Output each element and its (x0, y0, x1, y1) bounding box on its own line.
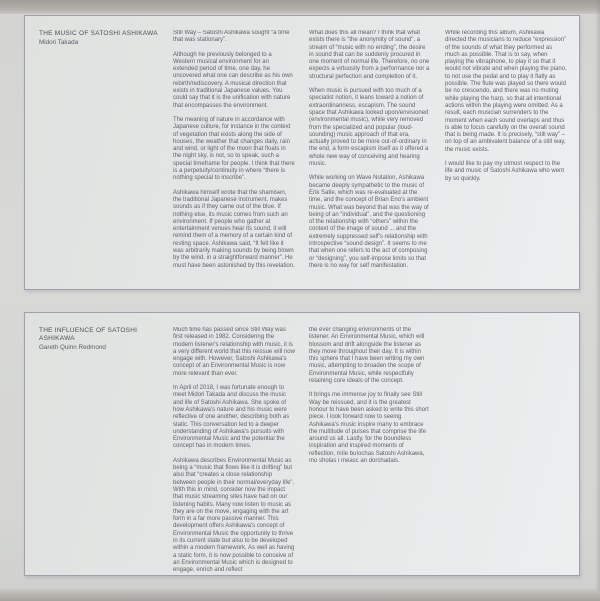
paragraph: I would like to pay my utmost respect to the life and music of Satoshi Ashikawa who went by so quickly. (445, 161, 565, 182)
paragraph: It brings me immense joy to finally see Still Way be reissued, and it is the greatest honour to have been asked to write this short piece. I look forward now to seeing Ashikawa's music inspire many to embrace the multitude of pulses that comprise the life around us all. Lastly, for the boundless inspiration and inspired moments of reflection, míle buíochas Satoshi Ashikawa, mo sholas i measc an dorchadais. (309, 392, 429, 465)
paragraph: Still Way – Satoshi Ashikawa sought “a time that was stationary”. (173, 30, 290, 44)
paragraph: In April of 2018, I was fortunate enough to meet Midori Takada and discuss the music and life of Satoshi Ashikawa. She spoke of how Ashikawa's nature and his music were reflective of one another, describing both as static. This conversation led to a deeper understanding of Ashikawa's pursuits with Environmental Music and the potential the concept has in modern times. (173, 385, 290, 450)
panel-author: Gareth Quinn Redmond (39, 344, 106, 351)
paragraph: While working on Wave Notation, Ashikawa became deeply sympathetic to the music of Erik Satie, which was re-evaluated at the time, and the concept of Brian Eno's ambient music. What was beyond that was the way of being of an “individual”, and the questioning of the relationship with “others” within the context of the image of sound ... and the extremely suppressed self's relationship with introspective “sound design”. It seems to me that when one refers to the act of composing or “designing”, you self-impose limits so that there is no way for self manifestation. (309, 175, 429, 269)
paragraph: What does this all mean? I think that what exists there is “the anonymity of sound”, a stream of “music with no ending”, the desire in sound that can be suddenly procured in one moment of normal life. Therefore, no one expects a virtuosity from a performance nor a structural perfection and completion of it. (309, 30, 430, 80)
paragraph: the ever changing environments of the listener. An Environmental Music, which will blossom and drift alongside the listener as they move throughout their day. It is within this sphere that I have been writing my own music, attempting to broaden the scope of Environmental Music, while respectfully retaining core ideals of the concept. (309, 327, 425, 385)
panel-author: Midori Takada (39, 39, 79, 46)
paragraph: Much time has passed since Still Way was first released in 1982. Considering the modern listener's relationship with music, it is a very different world that this reissue will now engage with. However, Satoshi Ashikawa's concept of an Environmental Music is now more relevant than ever. (173, 327, 295, 377)
panel-music-of-satoshi-ashikawa (24, 15, 580, 290)
panel-influence-of-satoshi-ashikawa (24, 312, 580, 576)
photo-top-edge-shadow (0, 0, 600, 14)
paragraph: Although he previously belonged to a Western musical environment for an extended period of time, one day, he uncovered what one can describe as his own rebirth/rediscovery. A musical direction that exists in traditional Japanese values. You could say that it is the unification with nature that encompasses the environment. (173, 51, 293, 109)
text-column-3 (445, 327, 567, 575)
photo-bottom-edge-shadow (0, 587, 600, 601)
paragraph: The meaning of nature in accordance with Japanese culture, for instance in the context of vegetation that exists along the side of houses, the weather that changes daily, rain and wind, or light of the moon that floats in the night sky, is not, so to speak, such a special timeframe for people. I think that there is a perpetuity/continuity in where “there is nothing special to inscribe”. (173, 116, 295, 182)
text-column-3 (445, 30, 567, 289)
text-column-1 (173, 327, 295, 575)
photo-right-edge-shadow (595, 0, 600, 601)
text-column-1 (173, 30, 295, 289)
paragraph: While recording this album, Ashikawa directed the musicians to reduce “expression” of the sounds of what they performed as much as possible. That is to say, when playing the vibraphone, to play it so that it would not vibrate and when playing the piano, to not use the pedal and to play it flatly as possible. The flute was played so there would be no crescendo, and there was no muting while playing the harp, so that all intentional actions within the playing were omitted. As a result, each musician surrenders to the moment when each sound overlaps and thus is able to focus carefully on the overall sound that is being made. It is precisely, “still way” – on top of an ambivalent balance of a still way, the music exists. (445, 30, 567, 153)
text-column-2 (309, 327, 431, 575)
text-column-2 (309, 30, 431, 289)
paragraph: When music is pursued with too much of a specialist notion, it leans toward a notion of extraordinariness, escapism. The sound space that Ashikawa looked upon/envisioned (environmental music), while very removed from the specialized and popular (loud-sounding) music approach of that era, actually proved to be more out-of-ordinary in the end, a form escapism itself as it offered a whole new way of conceiving and hearing music. (309, 88, 429, 168)
panel-header (39, 327, 159, 575)
paragraph: Ashikawa describes Environmental Music as being a “music that flows like it is drifting” but also that “creates a close relationship between people in their normal/everyday life”. With this in mind, consider now the impact that music streaming sites have had on our listening habits. Many now listen to music as they are on the move, engaging with the art form in a far more passive manner. This development offers Ashikawa's concept of Environmental Music the opportunity to thrive in its current state but also to be developed within a modern framework. As well as having a static form, it is now possible to conceive of an Environmental Music which is designed to engage, enrich and reflect (173, 457, 295, 574)
panel-title: THE MUSIC OF SATOSHI ASHIKAWA (39, 30, 158, 37)
panel-header (39, 30, 159, 289)
panel-title: THE INFLUENCE OF SATOSHI ASHIKAWA (39, 327, 138, 342)
paragraph: Ashikawa himself wrote that the shamisen, the traditional Japanese instrument, makes sounds as if they came out of the blue. If nothing else, its music comes from such an environment. If people who gather at entertainment venues hear its sound, it will remind them of a memory of a certain kind of resting space. Ashikawa said, “It felt like it was arbitrarily making sounds by being blown by the wind, in a straightforward manner”. He must have been astonished by this revelation. (173, 189, 295, 269)
